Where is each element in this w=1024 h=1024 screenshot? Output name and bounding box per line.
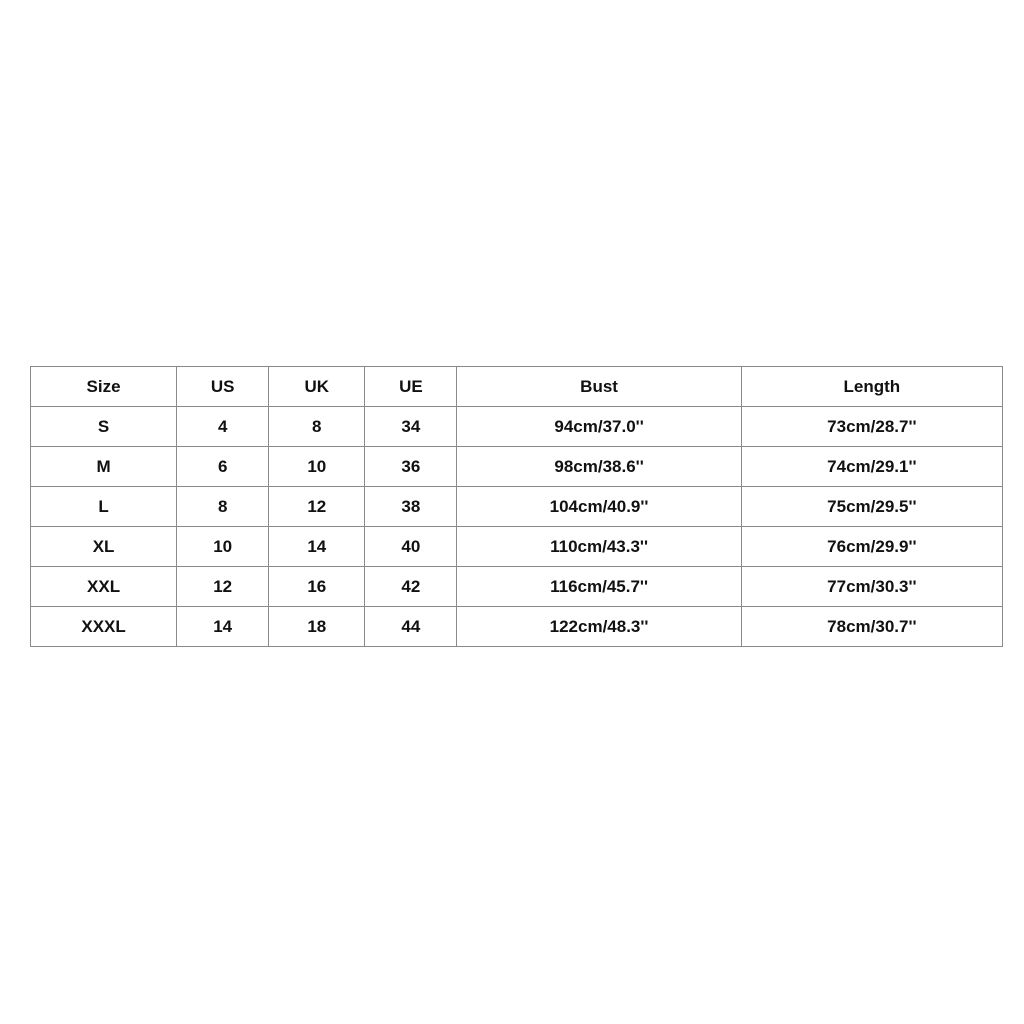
cell-bust: 94cm/37.0'' (457, 407, 741, 447)
cell-ue: 34 (365, 407, 457, 447)
cell-uk: 16 (269, 567, 365, 607)
table-row (31, 487, 1003, 527)
cell-us: 6 (177, 447, 269, 487)
cell-uk: 14 (269, 527, 365, 567)
cell-size: L (31, 487, 177, 527)
cell-uk: 8 (269, 407, 365, 447)
cell-length: 73cm/28.7'' (741, 407, 1002, 447)
cell-length: 75cm/29.5'' (741, 487, 1002, 527)
table-row (31, 527, 1003, 567)
cell-us: 4 (177, 407, 269, 447)
cell-length: 78cm/30.7'' (741, 607, 1002, 647)
cell-length: 77cm/30.3'' (741, 567, 1002, 607)
cell-uk: 10 (269, 447, 365, 487)
cell-uk: 18 (269, 607, 365, 647)
table-row (31, 447, 1003, 487)
cell-size: S (31, 407, 177, 447)
cell-ue: 36 (365, 447, 457, 487)
header-row (31, 367, 1003, 407)
cell-length: 74cm/29.1'' (741, 447, 1002, 487)
header-uk: UK (269, 367, 365, 407)
cell-uk: 12 (269, 487, 365, 527)
cell-us: 14 (177, 607, 269, 647)
cell-bust: 116cm/45.7'' (457, 567, 741, 607)
table-row (31, 567, 1003, 607)
size-chart-table (30, 366, 1003, 647)
cell-length: 76cm/29.9'' (741, 527, 1002, 567)
cell-size: XL (31, 527, 177, 567)
cell-size: XXXL (31, 607, 177, 647)
cell-ue: 44 (365, 607, 457, 647)
cell-ue: 40 (365, 527, 457, 567)
cell-bust: 122cm/48.3'' (457, 607, 741, 647)
cell-us: 12 (177, 567, 269, 607)
cell-bust: 98cm/38.6'' (457, 447, 741, 487)
cell-ue: 42 (365, 567, 457, 607)
header-length: Length (741, 367, 1002, 407)
header-size: Size (31, 367, 177, 407)
cell-us: 10 (177, 527, 269, 567)
cell-bust: 104cm/40.9'' (457, 487, 741, 527)
header-us: US (177, 367, 269, 407)
header-bust: Bust (457, 367, 741, 407)
cell-size: XXL (31, 567, 177, 607)
table-row (31, 407, 1003, 447)
header-ue: UE (365, 367, 457, 407)
cell-us: 8 (177, 487, 269, 527)
table-row (31, 607, 1003, 647)
cell-size: M (31, 447, 177, 487)
cell-bust: 110cm/43.3'' (457, 527, 741, 567)
cell-ue: 38 (365, 487, 457, 527)
